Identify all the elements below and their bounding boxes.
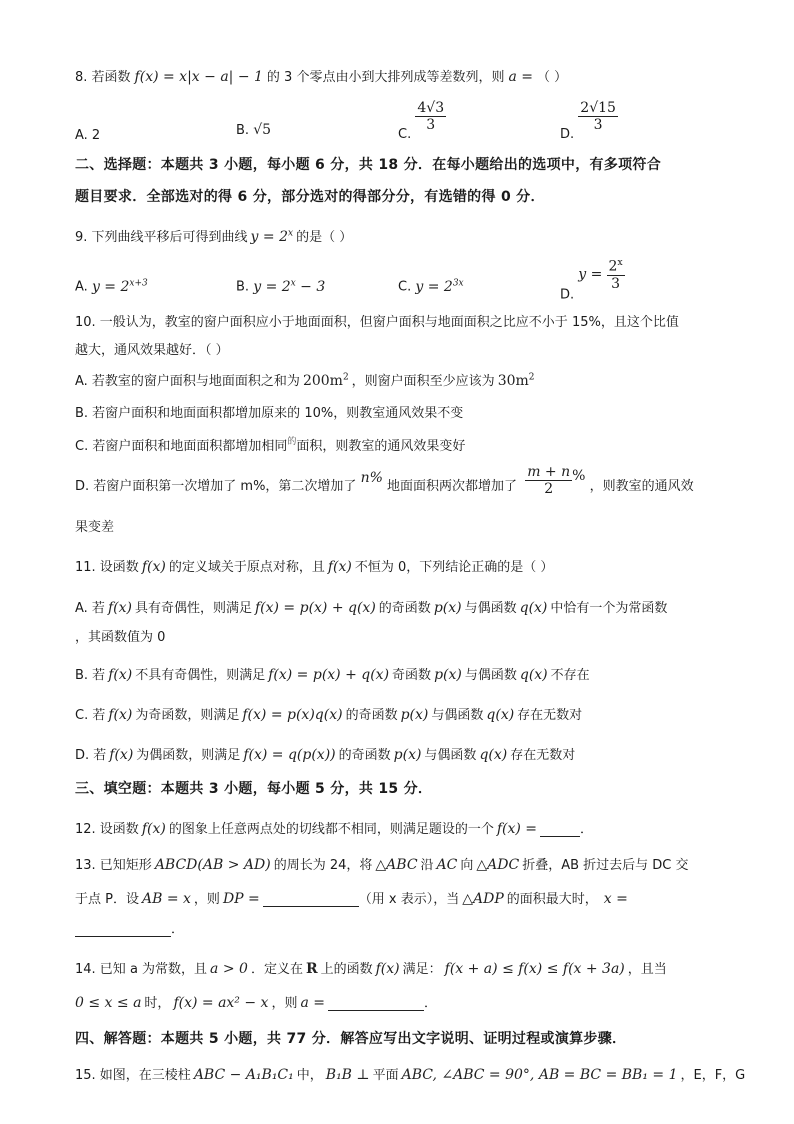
q10-option-d: D. 若窗户面积第一次增加了 m%，第二次增加了 n% 地面面积两次都增加了 $\frac{m + n}{2}$ % ，则教室的通风效 bbox=[75, 464, 694, 497]
q8-formula: f(x) = x|x − a| − 1 bbox=[134, 69, 263, 85]
section-2-heading-cont: 题目要求．全部选对的得 6 分，部分选对的得部分分，有选错的得 0 分． bbox=[75, 189, 545, 205]
q10-option-d-fraction: $\frac{m + n}{2}$ bbox=[527, 464, 571, 497]
q10-option-b: B. 若窗户面积和地面面积都增加原来的 10%，则教室通风效果不变 bbox=[75, 406, 464, 421]
q8-option-c-fraction: $\frac{4√3}{3}$ bbox=[417, 100, 445, 133]
q8-option-a: A. 2 bbox=[75, 128, 101, 143]
q13-x-answer: ． bbox=[75, 918, 184, 937]
q11-option-b: B. 若 f(x) 不具有奇偶性，则满足 f(x) = p(x) + q(x) 奇函数 p(x) 与偶函数 q(x) 不存在 bbox=[75, 667, 590, 683]
q8-option-c: C. $\frac{4√3}{3}$ bbox=[398, 100, 445, 142]
q11-option-d: D. 若 f(x) 为偶函数，则满足 f(x) = q(p(x)) 的奇函数 p(x) 与偶函数 q(x) 存在无数对 bbox=[75, 747, 576, 763]
q8-option-d-fraction: $\frac{2√15}{3}$ bbox=[580, 100, 616, 133]
q15-stem: 15. 如图，在三棱柱 ABC − A₁B₁C₁ 中， B₁B ⊥ 平面 ABC, ∠ABC = 90°, AB = BC = BB₁ = 1 ，E，F，G bbox=[75, 1067, 746, 1083]
section-2-heading: 二、选择题：本题共 3 小题，每小题 6 分，共 18 分．在每小题给出的选项中，有多项符合 bbox=[75, 157, 662, 173]
q14-stem-cont: 0 ≤ x ≤ a 时， f(x) = ax² − x ，则 a = ． bbox=[75, 995, 438, 1011]
q8-stem: 8. 若函数 f(x) = x|x − a| − 1 的 3 个零点由小到大排列成等差数列，则 a = （ ） bbox=[75, 69, 568, 85]
q13-stem: 13. 已知矩形 ABCD(AB > AD) 的周长为 24，将 △ABC 沿 AC 向 △ADC 折叠，AB 折过去后与 DC 交 bbox=[75, 857, 689, 873]
q14-stem: 14. 已知 a 为常数，且 a > 0 ．定义在 R 上的函数 f(x) 满足： f(x + a) ≤ f(x) ≤ f(x + 3a) ，且当 bbox=[75, 961, 667, 977]
q9-option-a: A. $y = 2^{x+3}$ bbox=[75, 278, 148, 295]
q10-option-c: C. 若窗户面积和地面面积都增加相同$^的$面积，则教室的通风效果变好 bbox=[75, 437, 466, 454]
section-4-heading: 四、解答题：本题共 5 小题，共 77 分．解答应写出文字说明、证明过程或演算步骤． bbox=[75, 1031, 627, 1047]
q13-x-blank[interactable] bbox=[75, 922, 171, 937]
q11-stem: 11. 设函数 f(x) 的定义域关于原点对称，且 f(x) 不恒为 0，下列结论正确的是（ ） bbox=[75, 559, 554, 575]
section-3-heading: 三、填空题：本题共 3 小题，每小题 5 分，共 15 分． bbox=[75, 781, 433, 797]
q13-stem-cont: 于点 P．设 AB = x ，则 DP = （用 x 表示），当 △ADP 的面积最大时， x = bbox=[75, 891, 628, 907]
q9-option-d: D. y = $\frac{2^x}{3}$ bbox=[560, 258, 623, 303]
q8-option-b: B. √5 bbox=[236, 122, 272, 138]
q10-option-a: A. 若教室的窗户面积与地面面积之和为 $200m^2$ ，则窗户面积至少应该为 $30m^2$ bbox=[75, 372, 535, 389]
q12-answer-blank[interactable] bbox=[540, 822, 580, 837]
q10-option-d-cont: 果变差 bbox=[75, 520, 115, 535]
q8-option-d: D. $\frac{2√15}{3}$ bbox=[560, 100, 616, 142]
q13-dp-blank[interactable] bbox=[263, 892, 359, 907]
q12-stem: 12. 设函数 f(x) 的图象上任意两点处的切线都不相同，则满足题设的一个 f(x) = ． bbox=[75, 821, 594, 837]
q9-option-c: C. $y = 2^{3x}$ bbox=[398, 278, 464, 295]
q10-stem: 10. 一般认为，教室的窗户面积应小于地面面积，但窗户面积与地面面积之比应不小于 15%，且这个比值 bbox=[75, 315, 679, 330]
q11-option-c: C. 若 f(x) 为奇函数，则满足 f(x) = p(x)q(x) 的奇函数 p(x) 与偶函数 q(x) 存在无数对 bbox=[75, 707, 583, 723]
q14-answer-blank[interactable] bbox=[328, 996, 424, 1011]
q11-option-a: A. 若 f(x) 具有奇偶性，则满足 f(x) = p(x) + q(x) 的奇函数 p(x) 与偶函数 q(x) 中恰有一个为常函数 bbox=[75, 600, 668, 616]
q9-option-b: B. $y = 2^x - 3$ bbox=[236, 278, 326, 295]
q11-option-a-cont: ，其函数值为 0 bbox=[75, 630, 166, 645]
q9-stem: 9. 下列曲线平移后可得到曲线 $y = 2^x$ 的是（ ） bbox=[75, 228, 353, 245]
q10-stem-cont: 越大，通风效果越好．（ ） bbox=[75, 343, 229, 358]
